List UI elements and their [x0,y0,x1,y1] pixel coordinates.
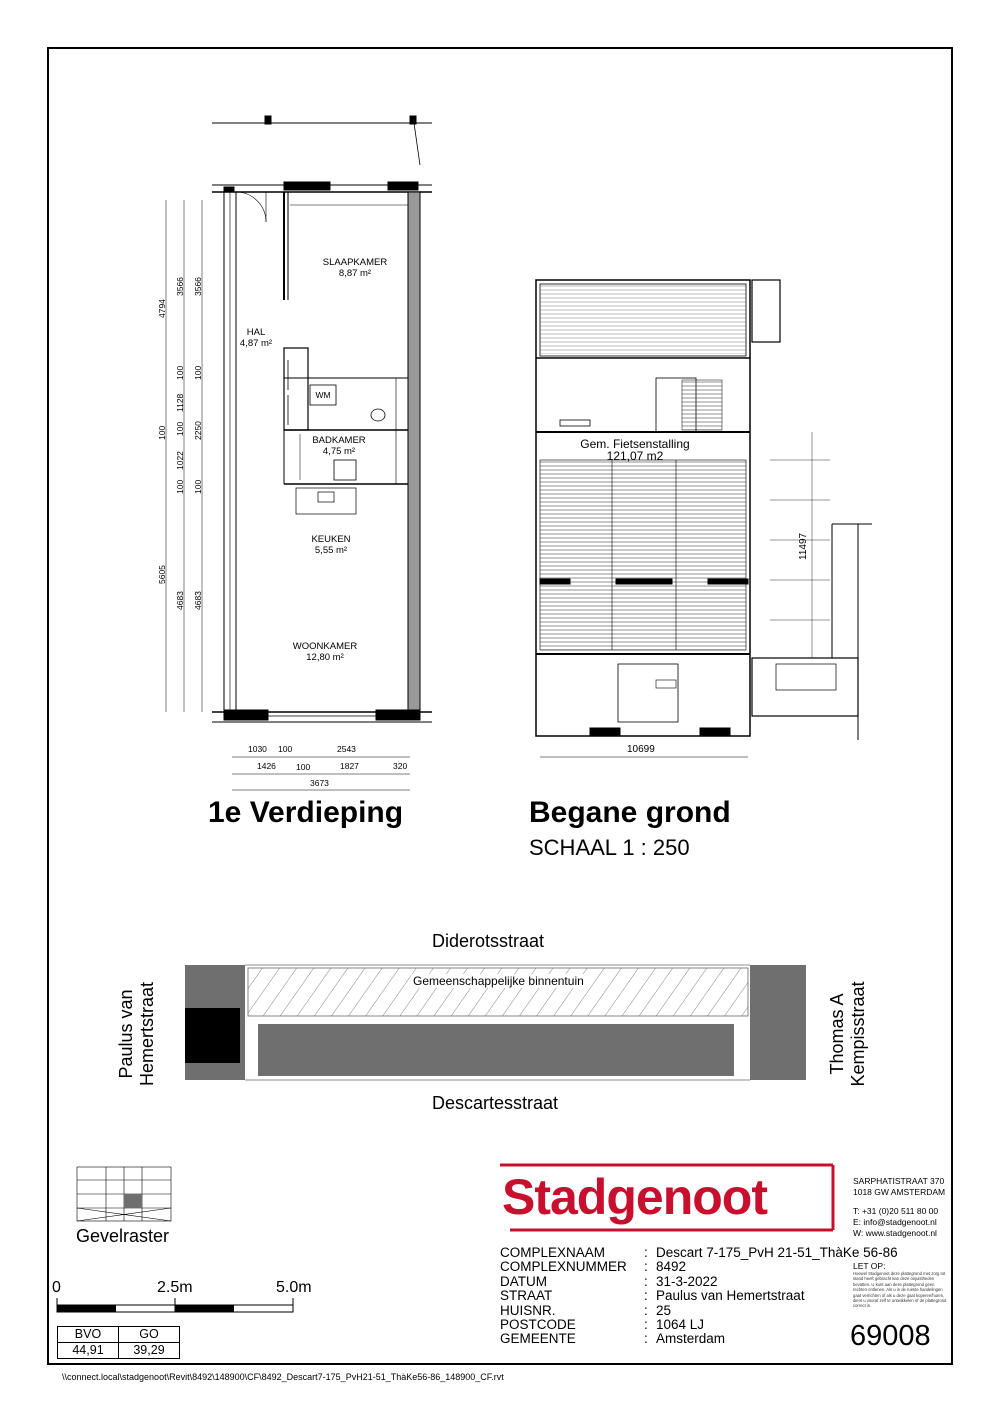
stadgenoot-logo [500,1163,835,1233]
ground-plan [536,280,872,757]
logo-wordmark: Stadgenoot [502,1169,767,1225]
room-area: 4,75 m² [322,445,356,457]
dim-h-r1-1: 1030 [248,744,267,754]
info-value: 25 [656,1302,672,1318]
contact-address1: SARPHATISTRAAT 370 [853,1176,945,1186]
room-area: 12,80 m² [306,651,344,663]
dim-h-r2-1: 1426 [257,761,276,771]
street-south: Descartesstraat [432,1093,559,1113]
info-label: POSTCODE [500,1317,576,1333]
room-area: 5,55 m² [314,544,348,556]
contact-email: E: info@stadgenoot.nl [853,1217,937,1227]
room-name: KEUKEN [311,534,351,545]
room-wm [310,390,336,401]
room-slaapkamer [310,258,400,279]
info-label: COMPLEXNUMMER [500,1259,627,1275]
room-area: 8,87 m² [338,267,372,279]
street-east [827,974,869,1094]
info-label: DATUM [500,1273,547,1289]
room-name: SLAAPKAMER [322,257,388,268]
unit-code: 69008 [850,1320,931,1352]
ground-title: Begane grond [529,796,731,829]
street-north: Diderotsstraat [432,931,545,951]
dim-v-mid-5: 1022 [175,451,185,470]
info-value: Paulus van Hemertstraat [656,1288,805,1304]
info-value: 8492 [656,1259,687,1275]
contact-tel: T: +31 (0)20 511 80 00 [853,1206,939,1216]
street-west [116,974,158,1094]
project-info [500,1246,898,1347]
street-west-line1: Paulus van [116,989,136,1079]
dim-v-mid-3: 1128 [175,393,185,412]
courtyard-label: Gemeenschappelijke binnentuin [413,974,584,988]
ground-room-name: Gem. Fietsenstalling [580,437,690,451]
dim-v-inner-2: 100 [193,365,203,380]
scalebar-label-1: 2.5m [157,1279,193,1296]
ground-dim-side: 11497 [798,532,809,560]
info-row: POSTCODE : 1064 LJ [500,1317,705,1333]
ground-room-label [560,438,710,462]
room-woonkamer [282,642,368,663]
info-row: COMPLEXNUMMER : 8492 [500,1259,687,1275]
area-value-bvo: 44,91 [58,1343,119,1359]
scale-bar [57,1298,293,1312]
room-name: WM [315,390,331,400]
scale-text: SCHAAL 1 : 250 [529,835,690,860]
street-east-line2: Kempisstraat [848,981,868,1087]
dim-v-inner-3: 2250 [193,421,203,440]
street-east-line1: Thomas A [827,993,847,1075]
room-badkamer [300,436,378,457]
info-label: HUISNR. [500,1302,556,1318]
dim-h-r2-3: 1827 [340,761,359,771]
dim-h-r1-2: 100 [278,744,293,754]
scalebar-label-0: 0 [52,1279,61,1296]
area-value-go: 39,29 [119,1343,180,1359]
info-value: Descart 7-175_PvH 21-51_ThàKe 56-86 [656,1245,898,1260]
contact-address2: 1018 GW AMSTERDAM [853,1187,946,1197]
info-row: COMPLEXNAAM : Descart 7-175_PvH 21-51_ThàKe 56-86 [500,1245,898,1260]
info-row: DATUM : 31-3-2022 [500,1273,718,1289]
floor1-plan [166,116,432,790]
info-label: STRAAT [500,1288,553,1304]
info-row: STRAAT : Paulus van Hemertstraat [500,1288,805,1304]
info-row: GEMEENTE : Amsterdam [500,1331,726,1347]
floor1-title: 1e Verdieping [208,796,404,829]
dim-v-outer-3: 5605 [157,565,167,584]
room-hal [232,328,280,349]
room-keuken [296,535,366,556]
dim-v-outer-1: 4794 [157,299,167,318]
room-name: BADKAMER [312,435,366,446]
info-label: GEMEENTE [500,1331,576,1347]
dim-v-mid-2: 100 [175,365,185,380]
dim-v-mid-1: 3566 [175,277,185,296]
area-table [57,1326,180,1359]
info-label: COMPLEXNAAM [500,1245,606,1260]
dim-v-mid-7: 4683 [175,591,185,610]
info-row: HUISNR. : 25 [500,1302,672,1318]
disclaimer-title: LET OP: [853,1261,886,1271]
dim-v-mid-6: 100 [175,479,185,494]
dim-v-inner-4: 100 [193,479,203,494]
info-value: 31-3-2022 [656,1273,718,1289]
ground-dim-bottom: 10699 [627,744,655,755]
info-value: 1064 LJ [656,1317,705,1333]
gevelraster-label: Gevelraster [76,1226,170,1246]
room-area: 4,87 m² [239,337,273,349]
scalebar-label-2: 5.0m [276,1279,312,1296]
dim-h-r2-4: 320 [393,761,408,771]
dim-v-inner-1: 3566 [193,277,203,296]
area-header-bvo: BVO [58,1327,119,1343]
dim-h-r1-3: 2543 [337,744,356,754]
street-west-line2: Hemertstraat [137,981,157,1087]
dim-v-inner-5: 4683 [193,591,203,610]
area-header-go: GO [119,1327,180,1343]
info-value: Amsterdam [656,1331,726,1347]
room-name: WOONKAMER [292,641,358,652]
contact-block [853,1176,945,1239]
dim-h-r2-2: 100 [296,762,311,772]
room-name: HAL [246,327,266,338]
disclaimer-text: Hoewel Stadgenoot deze plattegrond met zorg tot stand heeft gebracht kan deze onjuistheden bevatten. U kunt aan deze plattegrond geen rechten ontlenen. Als u in de ruimte handelingen gaat verrichten of als u deze gaat koperen/huren, dient u vooraf zelf te ontwikkelen of de plattegrond correct is. [853,1271,947,1309]
ground-room-area: 121,07 m2 [606,449,664,463]
dim-v-outer-2: 100 [157,425,167,440]
dim-h-total: 3673 [310,778,329,788]
file-path: \\connect.local\stadgenoot\Revit\8492\148900\CF\8492_Descart7-175_PvH21-51_ThàKe56-86_148900_CF.rvt [62,1372,504,1382]
dim-v-mid-4: 100 [175,421,185,436]
contact-web: W: www.stadgenoot.nl [853,1228,937,1238]
gevelraster-grid [77,1167,171,1221]
